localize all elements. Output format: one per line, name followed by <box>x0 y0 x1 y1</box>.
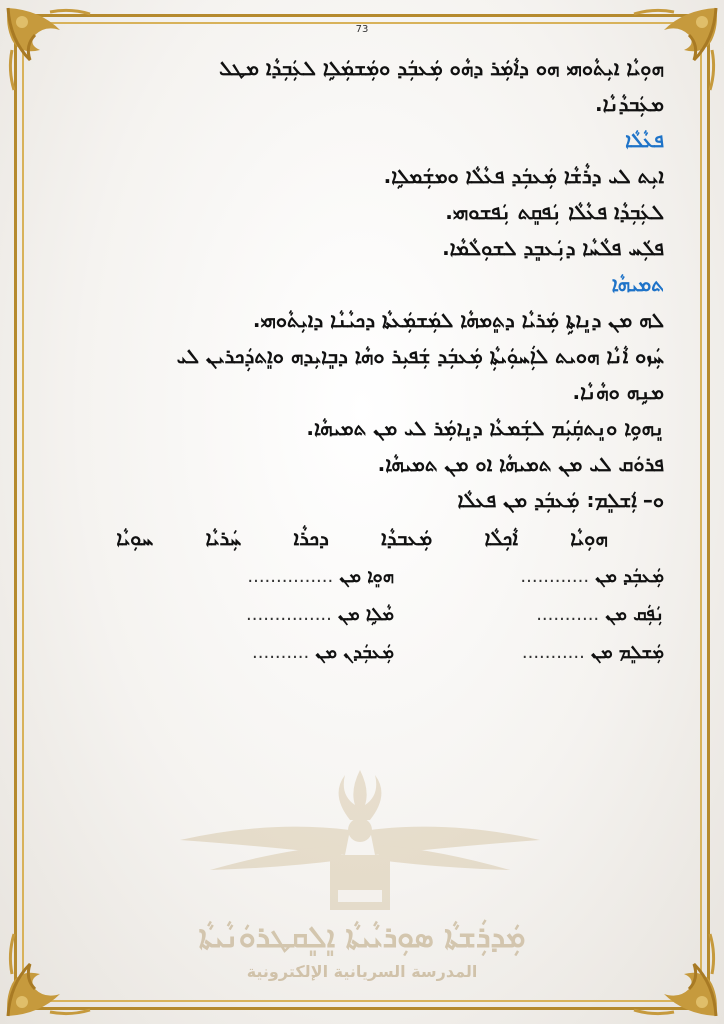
fill-in-cell[interactable] <box>174 596 394 634</box>
word-bank <box>60 518 664 558</box>
exercise-instruction: ܐܲܫܠܸܡ: ܡܲܥܒܲܕ ܡܢ ܦܥܠܵܐ <box>457 488 637 512</box>
example-line: ܠܥܲܒܼܕܵܐ ܦܥܵܠܵܐ ܢܲܦܩܸܬ ܢܲܦܫܘܗܝ. <box>445 200 664 224</box>
example-line: ܡܢܹܗ ܘܗܵܢܵܐ. <box>572 380 664 404</box>
example-line: ܐܝܼܬ ܠܝ ܕܪܵܫܵܐ ܡܲܥܒܲܕ ܦܥܵܠܵܐ ܘܡܫܲܡܠܹܐ. <box>383 164 664 188</box>
blank-dots[interactable]: ............ <box>520 566 590 587</box>
exercise-heading <box>60 482 664 518</box>
fill-in-cell[interactable] <box>174 634 394 672</box>
exercise-number: ܘ– <box>642 488 664 512</box>
paragraph-line: ܗܘܼܝܵܐ ܐܝܼܬܵܘܗܝ ܗܘ ܕܐܵܡܲܪ ܕܗܵܘ ܡܲܥܒܲܕ ܘܡܲܫܡܲܠܹܐ ܠܥܲܒܼܕܵܐ ܡܛܠ <box>219 56 664 80</box>
page-content <box>60 50 664 672</box>
fill-in-label: ܡܲܥܒܲܕܢ ܡܢ <box>315 642 394 663</box>
blank-dots[interactable]: ........... <box>521 642 585 663</box>
example-line: ܠܗ ܡܢ ܕܢܸܐܬܹܐ ܡܲܪܝܵܐ ܕܬܸܡܗܵܐ ܠܡܲܫܡܲܥܬܵܐ ܕܟܝܵܢܵܐ ܕܐܝܼܬܵܘܗܝ. <box>252 308 664 332</box>
winged-emblem-logo-icon <box>170 760 550 920</box>
fill-in-label: ܡܲܥܒܲܕ ܡܢ <box>595 566 664 587</box>
example-line: ܢܸܗܘܹܐ ܘܢܸܬܩܲܝܲܡ ܠܫܲܡܥܵܐ ܕܢܸܐܡܲܪ ܠܝ ܡܢ ܬܡܝܗܵܐ. <box>306 416 664 440</box>
fill-in-row <box>60 596 664 634</box>
example-line: ܦܠܲܚ ܦܠܵܚܵܐ ܕܢܲܥܒܸܕ ܠܫܘܼܠܵܡܵܐ. <box>442 236 664 260</box>
example-line: ܦܪܘܿܩ ܠܝ ܡܢ ܬܡܝܗܵܐ ܐܘ ܡܢ ܬܡܝܗܵܐ. <box>377 452 664 476</box>
blank-dots[interactable]: .......... <box>252 642 310 663</box>
page-number: 73 <box>355 24 369 35</box>
blank-dots[interactable]: ............... <box>246 604 332 625</box>
fill-in-cell[interactable] <box>444 634 664 672</box>
fill-in-row <box>60 558 664 596</box>
word-bank-item: ܗܘܼܝܵܐ <box>570 526 608 550</box>
section-heading: ܬܡܝܗܵܐ <box>611 272 664 296</box>
word-bank-item: ܚܲܪܝܵܐ <box>205 526 242 550</box>
word-bank-item: ܚܘܼܝܵܐ <box>116 526 154 550</box>
fill-in-cell[interactable] <box>444 558 664 596</box>
word-bank-item: ܡܲܥܒܕܵܐ <box>381 526 433 550</box>
word-bank-item: ܕܟܪܵܐ <box>293 526 329 550</box>
fill-in-cell[interactable] <box>174 558 394 596</box>
blank-dots[interactable]: ............... <box>247 566 334 587</box>
fill-in-row <box>60 634 664 672</box>
word-bank-item: ܐܵܟܼܠܵܐ <box>484 526 518 550</box>
section-heading: ܦܥܵܠܵܐ <box>625 128 664 152</box>
example-line: ܚܲܙܘ ܐܵܢܵܐ ܗܘܝܬ ܠܐܲܚܘܲܝܬܼܵܐ ܡܲܥܒܲܕ ܫܲܦܝܼܪ ܘܗܵܐ ܕܒܸܐܝܼܕܗ ܘܐܸܬܕܲܟܪܝܢ ܠܝ <box>176 344 664 368</box>
fill-in-label: ܡܵܠܹܐ ܡܢ <box>338 604 394 625</box>
school-name-syriac: ܡܲܕܪܲܫܬܵܐ ܣܘܼܪܝܵܝܬܵܐ ܐܸܠܸܩܛܪܘܿܢܵܝܬܵܐ <box>198 920 526 955</box>
fill-in-label: ܡܲܫܠܸܡ ܡܢ <box>591 642 664 663</box>
blank-dots[interactable]: ........... <box>536 604 600 625</box>
fill-in-label: ܗܘܸܐ ܡܢ <box>339 566 394 587</box>
fill-in-label: ܢܲܦܲܩ ܡܢ <box>605 604 664 625</box>
school-name-arabic: المدرسة السريانية الإلكترونية <box>246 962 478 981</box>
fill-in-cell[interactable] <box>444 596 664 634</box>
paragraph-line: ܡܥܲܒܕܵܢܵܐ. <box>594 92 664 116</box>
